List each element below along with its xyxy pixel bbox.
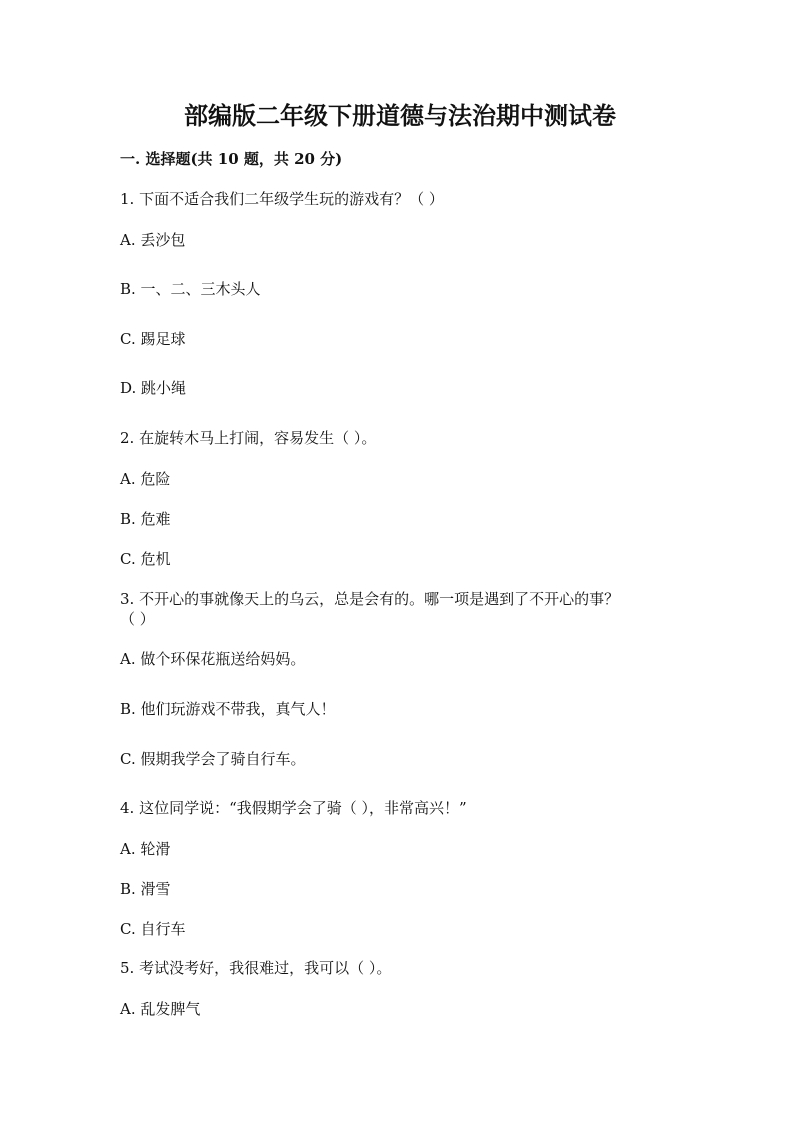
question-5-stem: 5. 考试没考好，我很难过，我可以（ ）。 [120,959,392,977]
question-2-option-b: B. 危难 [120,510,171,528]
question-2-option-c: C. 危机 [120,550,171,568]
question-1-option-a: A. 丢沙包 [120,231,186,249]
question-1-option-b: B. 一、二、三木头人 [120,280,261,298]
question-4-option-a: A. 轮滑 [120,840,171,858]
question-4-stem: 4. 这位同学说：“我假期学会了骑（ ），非常高兴！” [120,799,467,817]
question-3-option-c: C. 假期我学会了骑自行车。 [120,750,306,768]
question-3-option-b: B. 他们玩游戏不带我，真气人！ [120,700,336,718]
question-2-option-a: A. 危险 [120,470,171,488]
question-3-stem: 3. 不开心的事就像天上的乌云，总是会有的。哪一项是遇到了不开心的事？ [120,590,620,608]
section-heading: 一. 选择题(共 10 题，共 20 分) [120,150,343,168]
page-title: 部编版二年级下册道德与法治期中测试卷 [184,101,616,130]
question-3-stem-cont: （ ） [120,610,155,628]
question-5-option-a: A. 乱发脾气 [120,1000,201,1018]
question-4-option-b: B. 滑雪 [120,880,171,898]
question-4-option-c: C. 自行车 [120,920,186,938]
question-1-stem: 1. 下面不适合我们二年级学生玩的游戏有？（ ） [120,190,444,208]
question-1-option-c: C. 踢足球 [120,330,186,348]
question-1-option-d: D. 跳小绳 [120,379,187,397]
question-3-option-a: A. 做个环保花瓶送给妈妈。 [120,650,306,668]
question-2-stem: 2. 在旋转木马上打闹，容易发生（ ）。 [120,429,377,447]
